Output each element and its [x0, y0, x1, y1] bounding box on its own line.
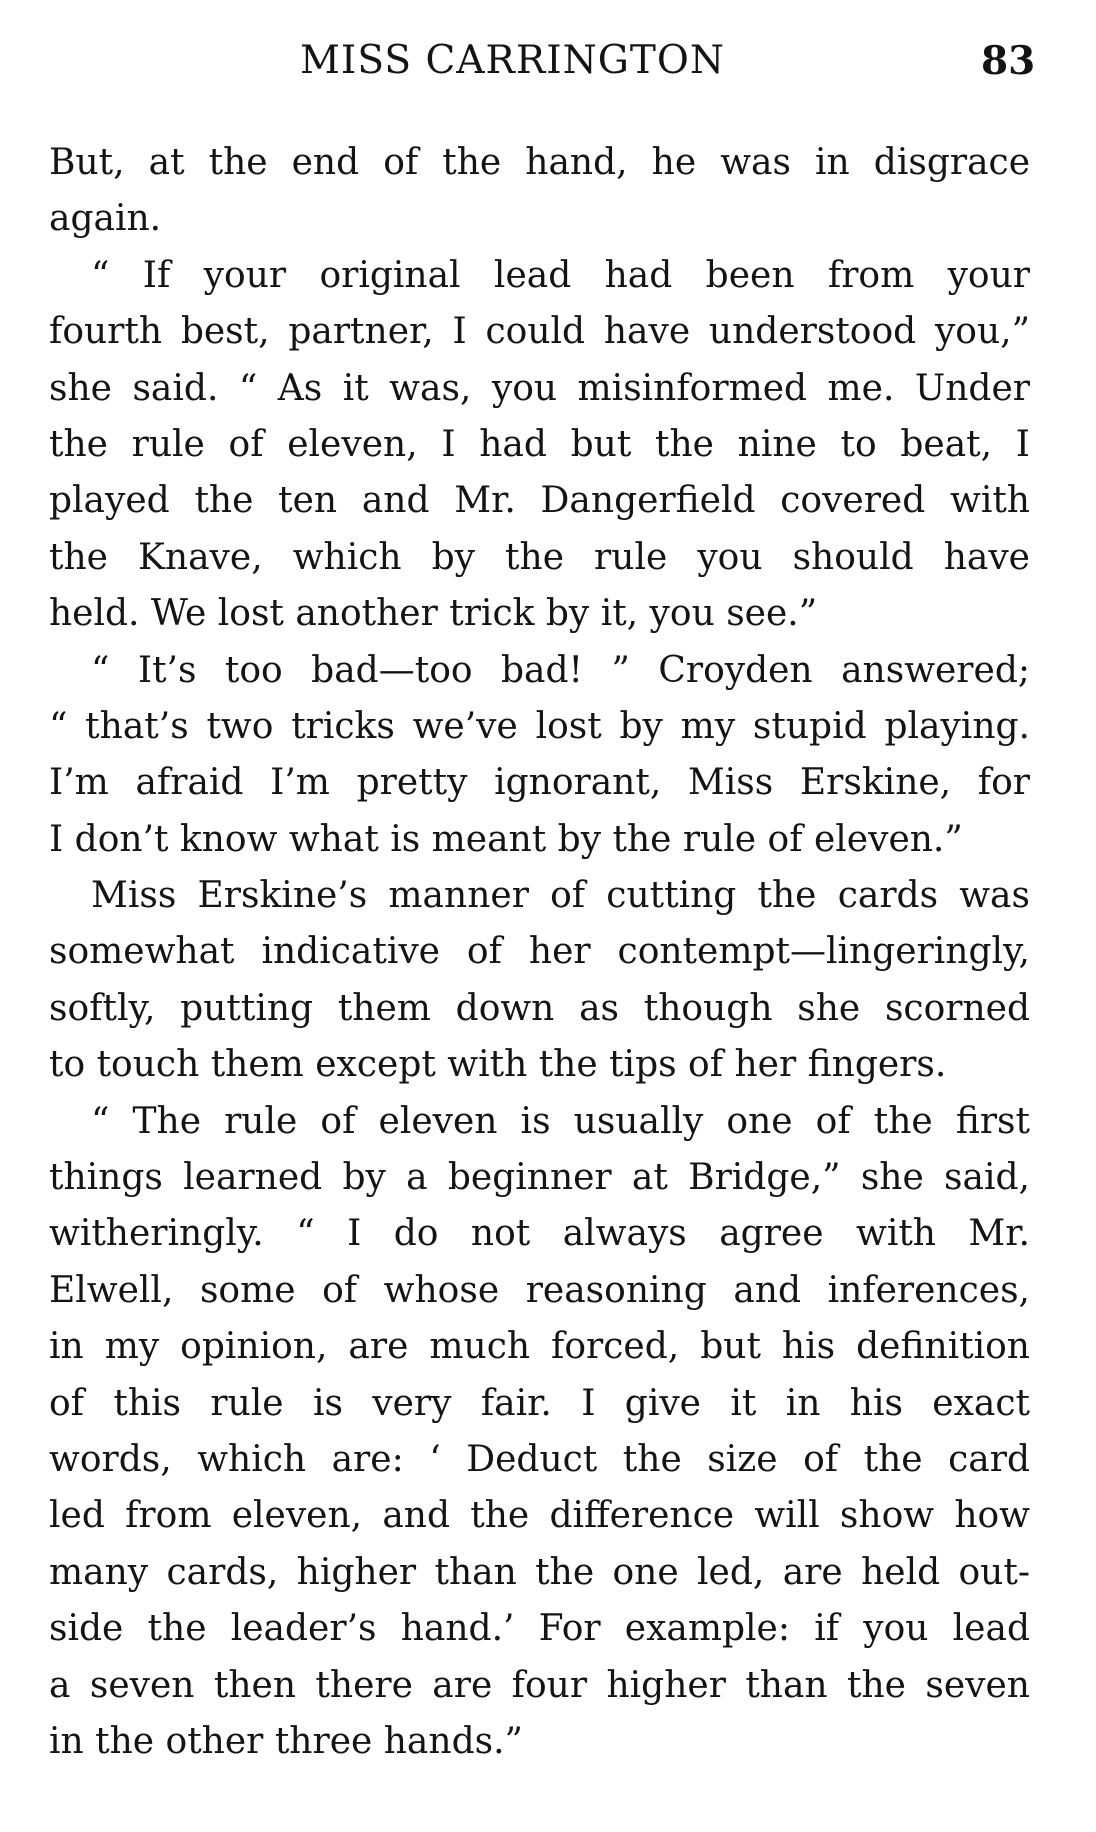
page-number: 83 — [981, 38, 1036, 84]
text-line: the rule of eleven, I had but the nine to beat, I — [49, 423, 1030, 465]
text-line: in my opinion, are much forced, but his definition — [49, 1326, 1030, 1368]
text-line: many cards, higher than the one led, are held out- — [49, 1551, 1030, 1593]
text-line: softly, putting them down as though she scorned — [49, 987, 1030, 1029]
text-line: “ If your original lead had been from your — [91, 254, 1030, 296]
text-line: played the ten and Mr. Dangerfield covered with — [49, 480, 1030, 522]
text-line: Elwell, some of whose reasoning and inferences, — [49, 1269, 1030, 1311]
text-line: witheringly. “ I do not always agree with Mr. — [49, 1213, 1030, 1255]
text-line: in the other three hands.” — [49, 1720, 523, 1762]
text-line: of this rule is very fair. I give it in his exact — [49, 1382, 1030, 1424]
text-line: “ The rule of eleven is usually one of the first — [91, 1100, 1030, 1142]
text-line: a seven then there are four higher than the seven — [49, 1664, 1030, 1706]
text-line: side the leader’s hand.’ For example: if you lead — [49, 1608, 1030, 1650]
text-line: But, at the end of the hand, he was in disgrace — [49, 142, 1030, 183]
text-line: words, which are: ‘ Deduct the size of the card — [49, 1438, 1030, 1480]
text-line: things learned by a beginner at Bridge,” she said, — [49, 1157, 1030, 1199]
text-line: she said. “ As it was, you misinformed me. Under — [49, 367, 1030, 409]
text-line: Miss Erskine’s manner of cutting the cards was — [91, 875, 1030, 917]
text-line: held. We lost another trick by it, you see.” — [49, 593, 818, 635]
text-line: somewhat indicative of her contempt—lingeringly, — [49, 931, 1030, 973]
text-line: to touch them except with the tips of her fingers. — [49, 1044, 947, 1086]
text-line: led from eleven, and the difference will show how — [49, 1495, 1030, 1537]
text-line: I don’t know what is meant by the rule of eleven.” — [49, 818, 963, 860]
text-line: again. — [49, 198, 162, 240]
text-line: “ that’s two tricks we’ve lost by my stupid playing. — [49, 705, 1030, 747]
running-title: MISS CARRINGTON — [300, 38, 726, 83]
body-text — [49, 135, 1030, 1770]
text-line: the Knave, which by the rule you should have — [49, 536, 1030, 578]
text-line: fourth best, partner, I could have understood you,” — [49, 311, 1030, 353]
text-line: I’m afraid I’m pretty ignorant, Miss Erskine, for — [49, 762, 1030, 804]
text-line: “ It’s too bad—too bad! ” Croyden answered; — [91, 649, 1030, 691]
